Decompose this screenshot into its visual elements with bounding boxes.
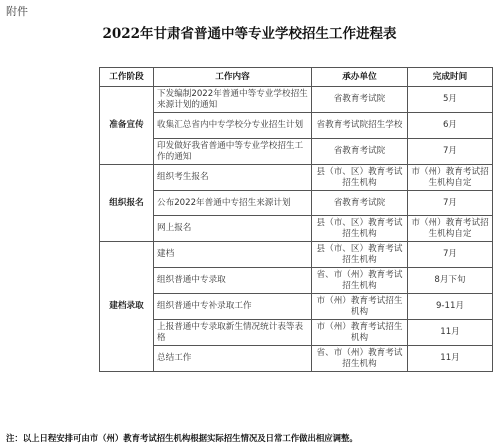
schedule-table xyxy=(99,67,493,372)
footnote: 注：以上日程安排可由市（州）教育考试招生机构根据实际招生情况及日常工作做出相应调整。 xyxy=(6,433,358,443)
time-cell: 11月 xyxy=(408,320,493,346)
content-cell: 上报普通中专录取新生情况统计表等表格 xyxy=(154,320,312,346)
table-row xyxy=(100,294,493,320)
attachment-label: 附件 xyxy=(6,5,28,18)
document-title: 2022年甘肃省普通中等专业学校招生工作进程表 xyxy=(102,26,397,42)
phase-cell: 准备宣传 xyxy=(100,87,154,165)
content-cell: 公布2022年普通中专招生来源计划 xyxy=(154,191,312,216)
content-cell: 组织普通中专录取 xyxy=(154,268,312,294)
table-row xyxy=(100,216,493,242)
time-cell: 市（州）教育考试招生机构自定 xyxy=(408,165,493,191)
organizer-cell: 省教育考试院招生学校 xyxy=(312,113,408,139)
time-cell: 市（州）教育考试招生机构自定 xyxy=(408,216,493,242)
table-row xyxy=(100,320,493,346)
time-cell: 9-11月 xyxy=(408,294,493,320)
time-cell: 11月 xyxy=(408,346,493,372)
column-header-completion-time: 完成时间 xyxy=(408,68,493,87)
table-row xyxy=(100,268,493,294)
content-cell: 总结工作 xyxy=(154,346,312,372)
content-cell: 下发编制2022年普通中等专业学校招生来源计划的通知 xyxy=(154,87,312,113)
table-row xyxy=(100,242,493,268)
table-row xyxy=(100,346,493,372)
content-cell: 组织普通中专补录取工作 xyxy=(154,294,312,320)
time-cell: 8月下旬 xyxy=(408,268,493,294)
phase-cell: 组织报名 xyxy=(100,165,154,242)
table-row xyxy=(100,139,493,165)
column-header-organizer: 承办单位 xyxy=(312,68,408,87)
table-row xyxy=(100,113,493,139)
time-cell: 7月 xyxy=(408,139,493,165)
content-cell: 网上报名 xyxy=(154,216,312,242)
organizer-cell: 县（市、区）教育考试招生机构 xyxy=(312,216,408,242)
organizer-cell: 市（州）教育考试招生机构 xyxy=(312,320,408,346)
organizer-cell: 县（市、区）教育考试招生机构 xyxy=(312,165,408,191)
time-cell: 7月 xyxy=(408,242,493,268)
phase-cell: 建档录取 xyxy=(100,242,154,372)
table-row xyxy=(100,191,493,216)
column-header-content: 工作内容 xyxy=(154,68,312,87)
time-cell: 5月 xyxy=(408,87,493,113)
organizer-cell: 省、市（州）教育考试招生机构 xyxy=(312,346,408,372)
table-header-row xyxy=(100,68,493,87)
organizer-cell: 市（州）教育考试招生机构 xyxy=(312,294,408,320)
content-cell: 印发做好我省普通中等专业学校招生工作的通知 xyxy=(154,139,312,165)
content-cell: 建档 xyxy=(154,242,312,268)
organizer-cell: 省教育考试院 xyxy=(312,191,408,216)
content-cell: 收集汇总省内中专学校分专业招生计划 xyxy=(154,113,312,139)
organizer-cell: 省教育考试院 xyxy=(312,87,408,113)
content-cell: 组织考生报名 xyxy=(154,165,312,191)
organizer-cell: 省教育考试院 xyxy=(312,139,408,165)
organizer-cell: 县（市、区）教育考试招生机构 xyxy=(312,242,408,268)
table-row xyxy=(100,165,493,191)
organizer-cell: 省、市（州）教育考试招生机构 xyxy=(312,268,408,294)
time-cell: 6月 xyxy=(408,113,493,139)
time-cell: 7月 xyxy=(408,191,493,216)
column-header-phase: 工作阶段 xyxy=(100,68,154,87)
table-row xyxy=(100,87,493,113)
